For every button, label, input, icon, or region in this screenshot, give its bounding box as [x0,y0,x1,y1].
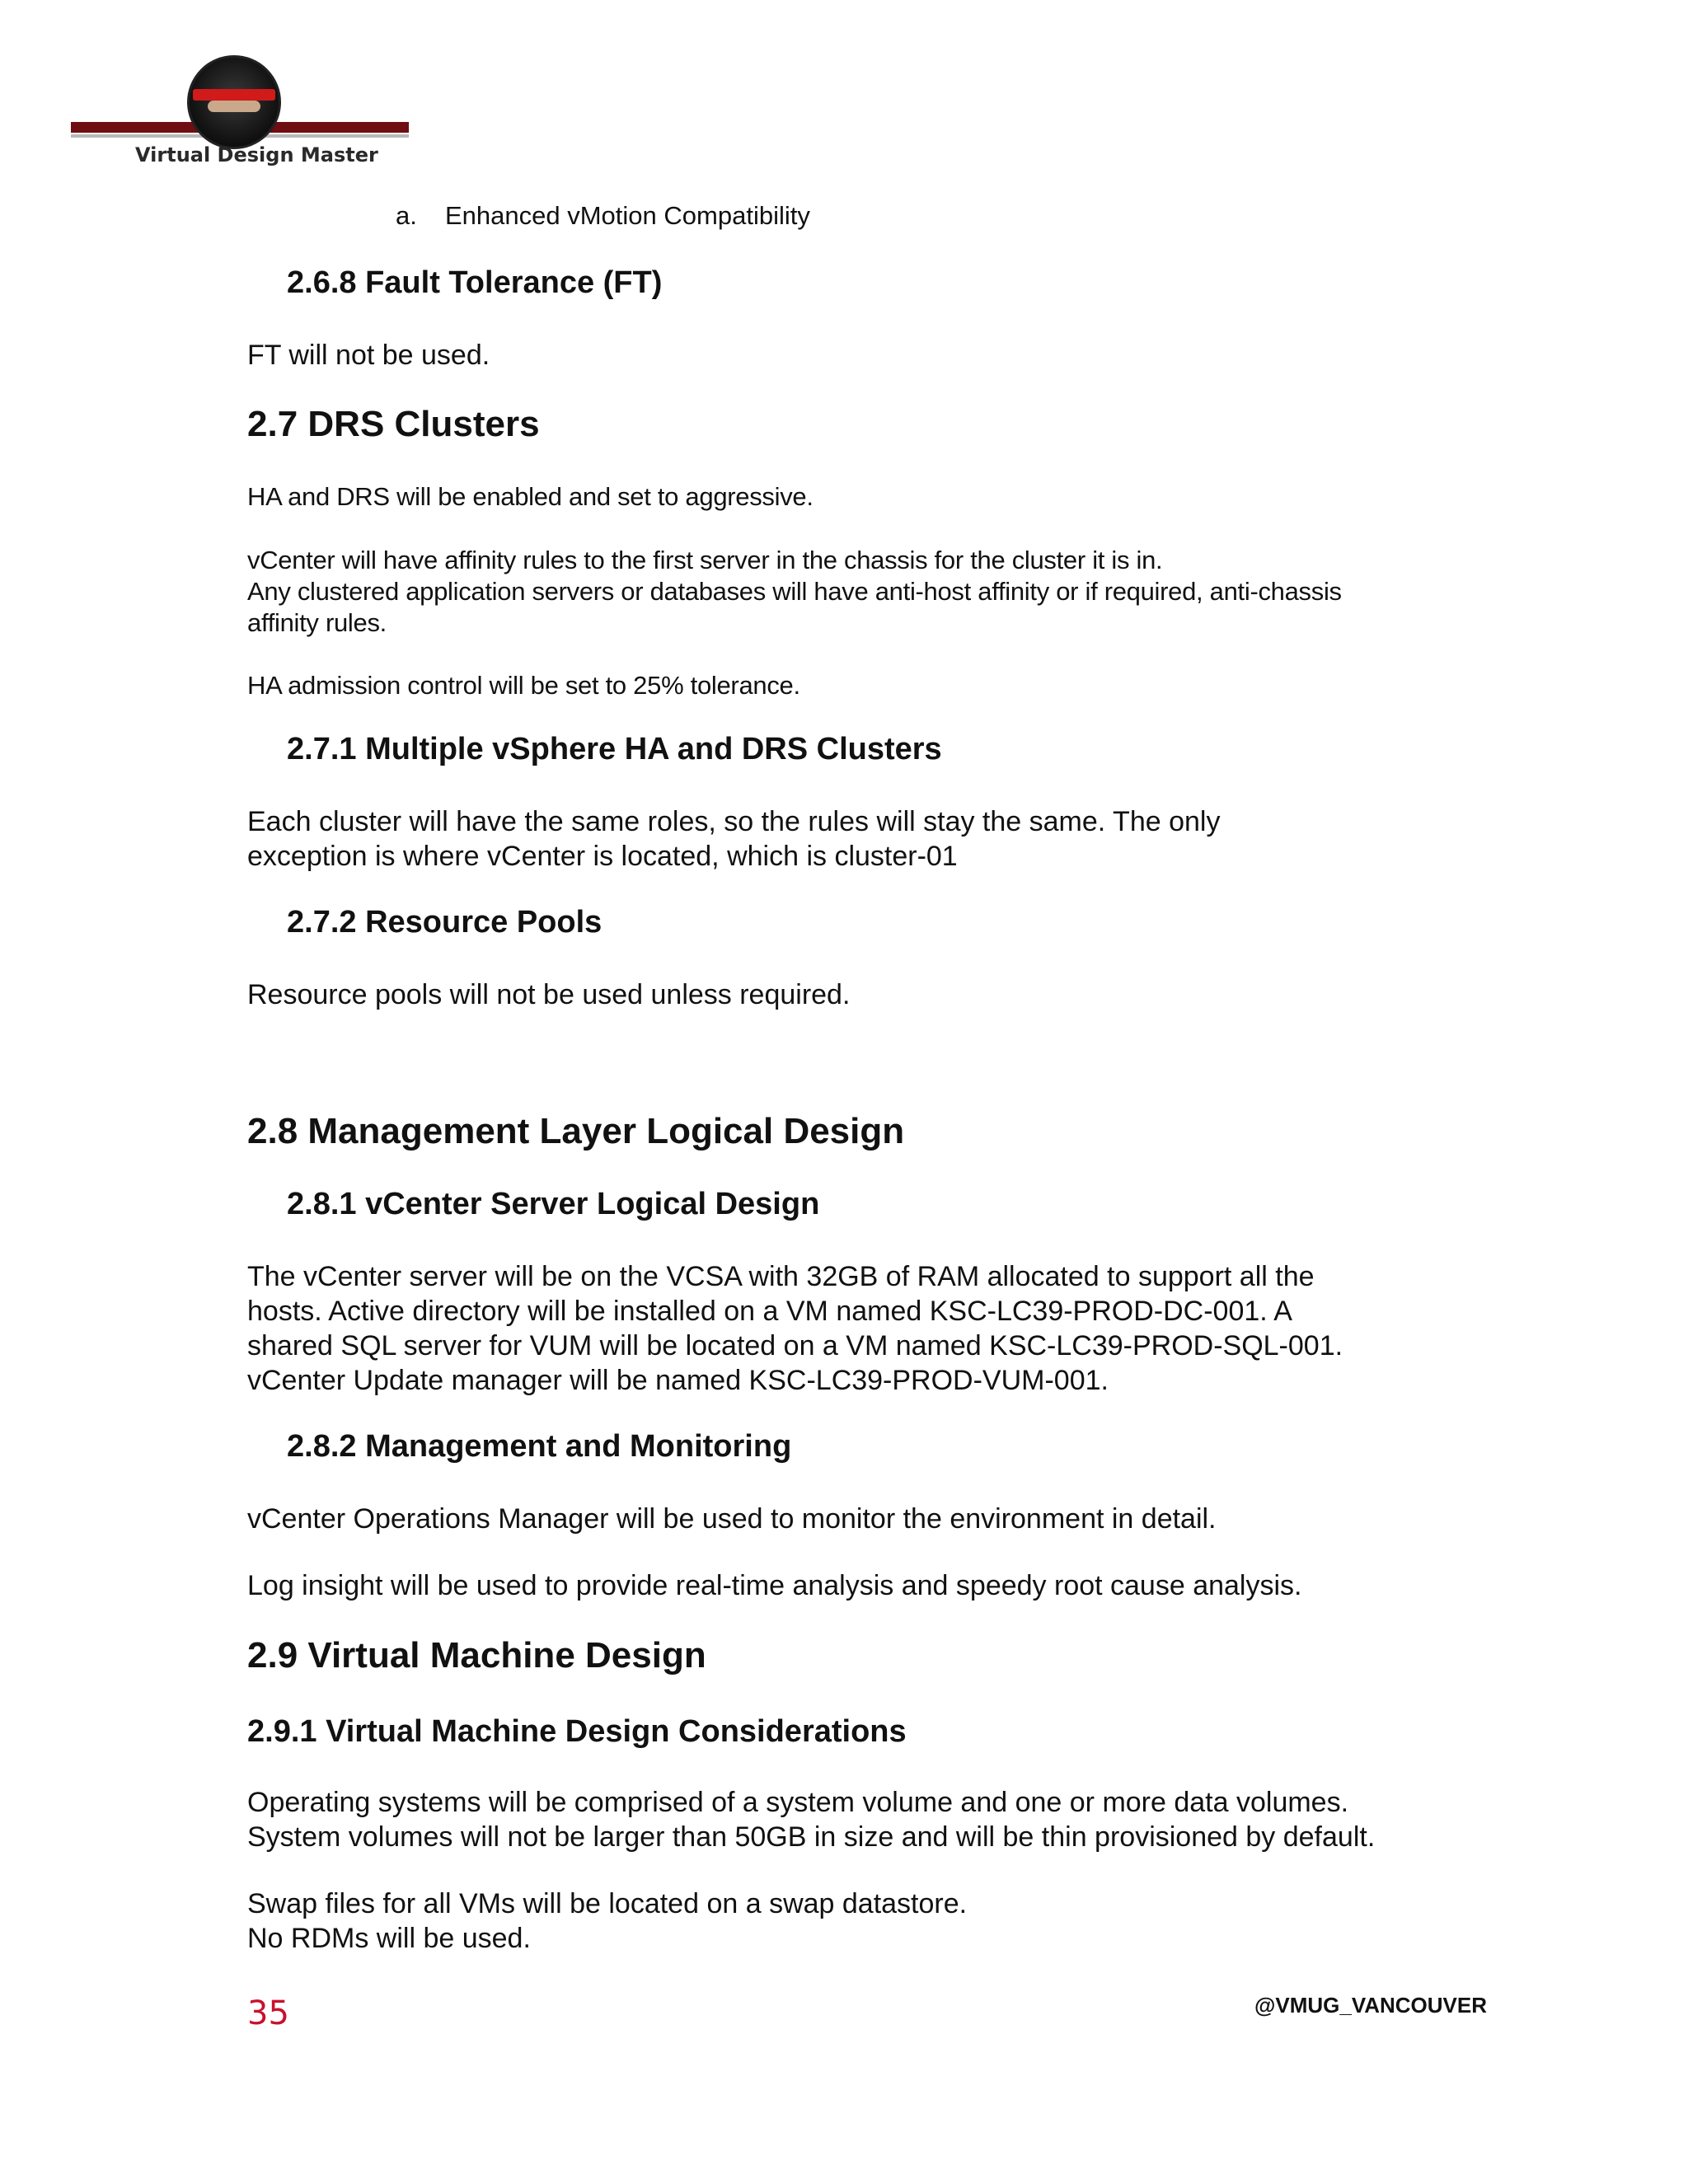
list-item-text: Enhanced vMotion Compatibility [445,201,810,230]
paragraph-line: vCenter will have affinity rules to the first server in the chassis for the cluster it is in. [247,546,1163,574]
heading-2-8: 2.8 Management Layer Logical Design [247,1111,905,1151]
ninja-icon [187,55,281,149]
vdm-logo [71,54,409,178]
paragraph-line: No RDMs will be used. [247,1923,531,1954]
paragraph: vCenter Operations Manager will be used to monitor the environment in detail. [247,1503,1217,1535]
list-marker: a. [396,201,417,230]
heading-2-8-2: 2.8.2 Management and Monitoring [287,1429,792,1464]
paragraph-line: Operating systems will be comprised of a system volume and one or more data volumes. [247,1787,1349,1818]
heading-2-8-1: 2.8.1 vCenter Server Logical Design [287,1187,820,1221]
logo-text: Virtual Design Master [135,143,378,166]
page-number: 35 [247,1994,289,2032]
heading-2-7-1: 2.7.1 Multiple vSphere HA and DRS Clusters [287,732,942,766]
paragraph-line: hosts. Active directory will be installed on a VM named KSC-LC39-PROD-DC-001. A [247,1296,1292,1327]
paragraph-line: shared SQL server for VUM will be located on a VM named KSC-LC39-PROD-SQL-001. [247,1330,1343,1361]
paragraph-line: System volumes will not be larger than 50GB in size and will be thin provisioned by default. [247,1821,1376,1853]
paragraph: Resource pools will not be used unless required. [247,979,851,1010]
heading-2-6-8: 2.6.8 Fault Tolerance (FT) [287,265,663,300]
paragraph: HA and DRS will be enabled and set to aggressive. [247,482,814,511]
paragraph-line: exception is where vCenter is located, which is cluster-01 [247,841,958,872]
paragraph-line: affinity rules. [247,608,387,637]
paragraph: FT will not be used. [247,340,490,371]
paragraph-line: Swap files for all VMs will be located on a swap datastore. [247,1888,968,1919]
list-item [396,201,810,231]
paragraph-line: Any clustered application servers or databases will have anti-host affinity or if required, anti-chassis [247,577,1342,606]
heading-2-7-2: 2.7.2 Resource Pools [287,905,603,940]
paragraph-line: vCenter Update manager will be named KSC-LC39-PROD-VUM-001. [247,1365,1109,1396]
logo-headband [193,89,275,101]
logo-eyes [208,101,260,112]
paragraph: HA admission control will be set to 25% tolerance. [247,671,800,700]
paragraph-line: Each cluster will have the same roles, so the rules will stay the same. The only [247,806,1221,837]
heading-2-9-1: 2.9.1 Virtual Machine Design Considerations [247,1714,907,1749]
heading-2-9: 2.9 Virtual Machine Design [247,1635,706,1675]
heading-2-7: 2.7 DRS Clusters [247,404,540,444]
paragraph: Log insight will be used to provide real-time analysis and speedy root cause analysis. [247,1570,1302,1601]
paragraph-line: The vCenter server will be on the VCSA with 32GB of RAM allocated to support all the [247,1261,1315,1292]
footer-handle: @VMUG_VANCOUVER [1254,1993,1488,2018]
